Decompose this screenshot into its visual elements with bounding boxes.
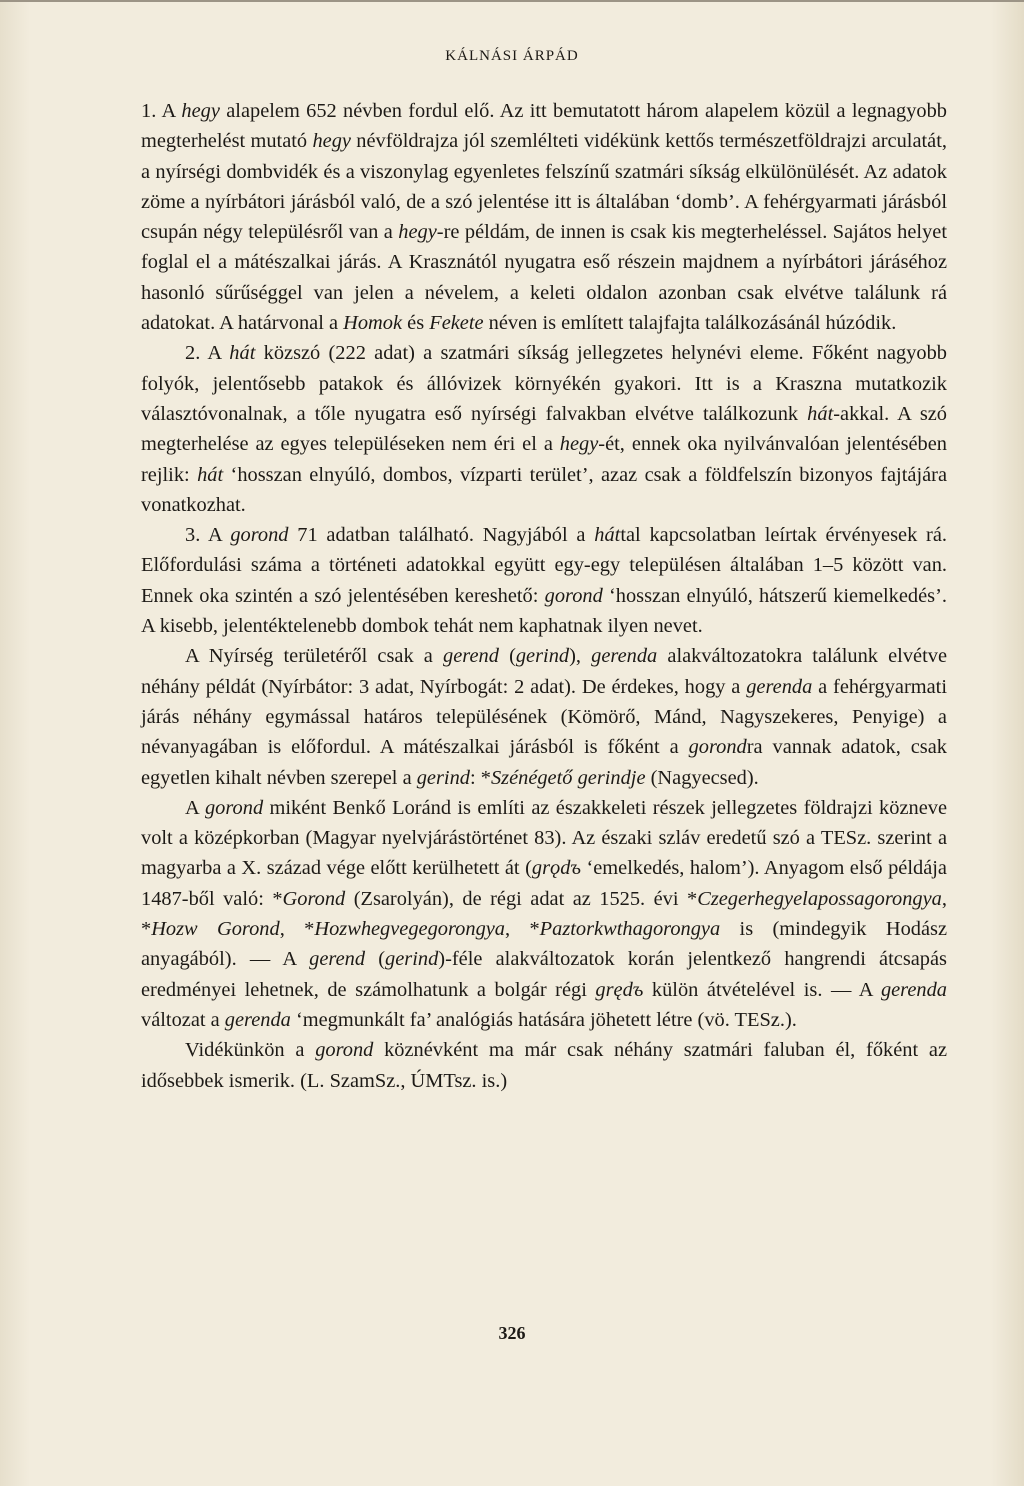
text-run: -ét, ennek oka nyilvánvalóan jelentésében rejlik: — [141, 433, 947, 486]
text-run: köznévként ma már csak néhány szatmári faluban él, főként az idősebbek ismerik. (L. SzamSz., ÚMTsz. is.) — [141, 1039, 947, 1092]
italic-term: hát — [807, 402, 834, 425]
text-run: közszó (222 adat) a szatmári síkság jellegzetes helynévi eleme. Főként nagyobb folyók, jelentősebb patakok és állóvizek környékén gyakori. Itt is a Kraszna mutatkozik választóvonalnak, a tőle nyugatra eső nyírségi falvakban elvétve találkozunk — [141, 342, 947, 425]
running-header: KÁLNÁSI ÁRPÁD — [445, 48, 579, 64]
text-run: : * — [469, 766, 491, 789]
italic-term: gerend — [309, 948, 366, 971]
italic-term: gerenda — [746, 675, 813, 698]
italic-term: hát — [594, 524, 621, 547]
text-run: néven is említett talajfajta találkozásánál húzódik. — [483, 312, 897, 335]
italic-term: gorond — [688, 736, 747, 759]
italic-term: Paztorkwthagorongya — [539, 918, 721, 941]
italic-term: gerend — [443, 645, 499, 668]
text-run: , * — [505, 918, 540, 941]
page-number: 326 — [498, 1323, 526, 1343]
page-top-edge — [0, 0, 1024, 2]
italic-term: gerenda — [591, 645, 658, 668]
text-run: ‘megmunkált fa’ analógiás hatására jöhetett létre (vö. TESz.). — [290, 1008, 797, 1031]
italic-term: gerind — [515, 645, 570, 668]
text-run: , * — [279, 918, 315, 941]
text-run: ‘hosszan elnyúló, hátszerű kiemelkedés’. A kisebb, jelentéktelenebb dombok tehát nem kaphatnak ilyen nevet. — [141, 584, 948, 638]
text-run: (Nagyecsed). — [645, 766, 759, 789]
text-run: változat a — [141, 1008, 225, 1031]
italic-term: Hozwhegvegegorongya — [314, 918, 506, 941]
italic-term: Hozw Gorond — [151, 918, 280, 941]
italic-term: grǫdъ — [531, 857, 581, 880]
text-run: ), — [569, 645, 592, 668]
text-run: 1. A — [141, 100, 182, 122]
text-run: -akkal. A szó megterhelése az egyes településeken nem éri el a — [141, 402, 947, 456]
text-run: A — [185, 796, 205, 819]
text-run: )-féle alakváltozatok korán jelentkező hangrendi átcsapás eredményei lehetnek, de számolhatunk a bolgár régi — [141, 948, 947, 1001]
body-text — [141, 96, 947, 1096]
paragraph — [141, 338, 947, 520]
italic-term: gerenda — [880, 978, 947, 1001]
text-run: , * — [141, 887, 947, 941]
text-run: alapelem 652 névben fordul elő. Az itt bemutatott három alapelem közül a legnagyobb megterhelést mutató — [141, 100, 948, 153]
text-run: -re példám, de innen is csak kis megterheléssel. Sajátos helyet foglal el a mátészalkai járás. A Krasznától nyugatra eső részein majdnem a nyírbátori járáséhoz hasonló sűrűséggel van jelen a névelem, a keleti oldalon azonban csak elvétve találunk rá adatokat. A határvonal a — [141, 221, 947, 335]
italic-term: gorond — [230, 524, 289, 547]
paragraph — [141, 793, 947, 1035]
text-run: névföldrajza jól szemlélteti vidékünk kettős természetföldrajzi arculatát, a nyírségi dombvidék és a viszonylag egyenletes felszínű szatmári síkság elkülönülését. Az adatok zöme a nyírbátori járásból való, de a szó jelentése itt is általában ‘domb’. A fehérgyarmati járásból csupán négy településről van a — [141, 130, 947, 244]
text-run: ( — [365, 948, 386, 971]
italic-term: Homok — [343, 312, 403, 335]
text-run: A Nyírség területéről csak a — [185, 645, 444, 668]
text-run: alakváltozatokra találunk elvétve néhány példát (Nyírbátor: 3 adat, Nyírbogát: 2 adat). De érdekes, hogy a — [141, 645, 947, 698]
text-run: tal kapcsolatban leírtak érvényesek rá. Előfordulási száma a történeti adatokkal együtt egy-egy településen általában 1–5 között van. Ennek oka szintén a szó jelentésében kereshető: — [141, 524, 947, 607]
italic-term: gorond — [204, 796, 264, 819]
text-run: ra vannak adatok, csak egyetlen kihalt névben szerepel a — [141, 736, 947, 789]
italic-term: hegy — [181, 100, 220, 122]
italic-term: gerind — [416, 766, 470, 789]
italic-term: gorond — [315, 1039, 374, 1062]
paragraph — [141, 520, 947, 641]
italic-term: Czegerhegyelapossagorongya — [697, 887, 942, 910]
italic-term: hát — [229, 342, 256, 365]
italic-term: grędъ — [595, 978, 644, 1001]
italic-term: hegy — [398, 221, 437, 244]
text-run: külön átvételével is. — A — [643, 978, 881, 1001]
italic-term: gorond — [544, 584, 603, 607]
text-run: 71 adatban található. Nagyjából a — [288, 524, 595, 547]
italic-term: hegy — [559, 433, 599, 456]
text-run: (Zsarolyán), de régi adat az 1525. évi * — [345, 887, 698, 910]
text-run: ‘emelkedés, halom’). Anyagom első példája 1487-ből való: * — [141, 857, 947, 910]
text-run: ( — [498, 645, 516, 668]
text-run: ‘hosszan elnyúló, dombos, vízparti terület’, azaz csak a földfelszín bizonyos fajtájára vonatkozhat. — [141, 463, 947, 516]
text-run: is (mindegyik Hodász anyagából). — A — [141, 918, 947, 971]
italic-term: Szénégető gerindje — [490, 766, 646, 789]
text-run: Vidékünkön a — [185, 1039, 316, 1062]
paragraph — [141, 96, 947, 338]
italic-term: gerind — [385, 948, 439, 971]
text-run: a fehérgyarmati járás néhány egymással határos településének (Kömörő, Mánd, Nagyszekeres, Penyige) a névanyagában is előfordul. A mátészalkai járásból is főként a — [141, 675, 948, 759]
italic-term: gerenda — [224, 1008, 291, 1031]
text-run: 3. A — [185, 524, 231, 547]
italic-term: hát — [197, 463, 224, 486]
italic-term: hegy — [312, 130, 351, 153]
text-run: 2. A — [185, 342, 230, 365]
text-run: miként Benkő Loránd is említi az északkeleti részek jellegzetes földrajzi közneve volt a középkorban (Magyar nyelvjárástörténet 83). Az északi szláv eredetű szó a TESz. szerint a magyarba a X. század vége előtt kerülhetett át ( — [141, 796, 947, 880]
italic-term: Fekete — [429, 312, 484, 335]
paragraph — [141, 641, 947, 792]
paragraph — [141, 1035, 947, 1096]
text-run: és — [402, 312, 430, 335]
italic-term: Gorond — [282, 887, 346, 910]
